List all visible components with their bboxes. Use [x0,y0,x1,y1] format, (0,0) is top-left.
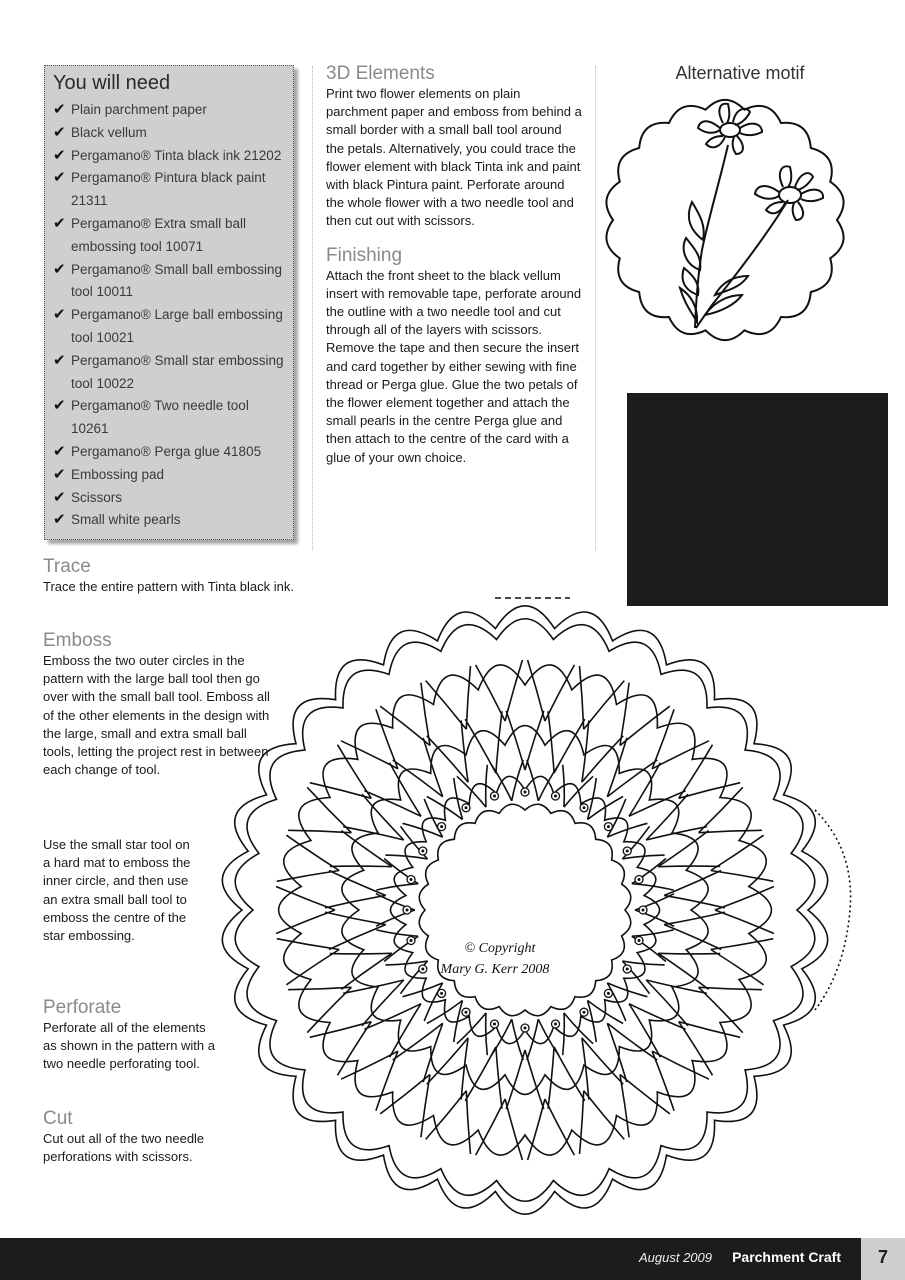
materials-list-item [53,441,285,464]
section-body-finishing: Attach the front sheet to the black vellum insert with removable tape, perforate around the outline with a two needle tool and cut through all of the layers with scissors. Remove the tape and then secure the insert and card together by either sewing with fine thread or Perga glue. Glue the two petals of the flower element together and attach the small pearls in the centre Perga glue and then attach to the centre of the card with a glue of your own choice. [326,267,582,465]
embossing-dot-center [493,795,496,798]
materials-list-item [53,122,285,145]
checkmark-icon: ✔ [53,442,66,460]
checkmark-icon: ✔ [53,511,66,529]
page-number: 7 [877,1247,888,1267]
materials-list-item-label: Pergamano® Extra small ball embossing tool 10071 [71,215,247,254]
embossing-dot-center [638,878,641,881]
embossing-dot-center [421,850,424,853]
checkmark-icon: ✔ [53,214,66,232]
materials-list-item-label: Plain parchment paper [71,102,207,117]
embossing-dot-center [524,791,527,794]
materials-list-item [53,487,285,510]
embossing-dot-center [642,909,645,912]
embossing-dot-center [406,909,409,912]
embossing-dot-center [607,992,610,995]
materials-list-item-label: Pergamano® Perga glue 41805 [71,443,262,459]
alternative-motif-label: Alternative motif [675,63,805,83]
materials-list-item-label: Pergamano® Small star embossing tool 10022 [71,352,284,391]
section-heading-3d-elements: 3D Elements [326,63,435,84]
perforate-section [43,997,218,1074]
checkmark-icon: ✔ [53,146,66,164]
materials-list-item-label: Pergamano® Pintura black paint 21311 [71,170,266,209]
section-heading-finishing: Finishing [326,244,403,266]
materials-list-item [53,464,285,487]
checkmark-icon: ✔ [53,123,66,141]
you-will-need-box [44,65,294,540]
section-body-3d-elements: Print two flower elements on plain parchment paper and emboss from behind a small border with a small ball tool around the petals. Alternatively, you could trace the flower element with black Tinta ink and paint with black Pintura paint. Perforate around the whole flower with a two needle tool and then cut out with scissors. [326,86,582,229]
embossing-dot-center [524,1027,527,1030]
inner-ring-dots [403,788,647,1032]
embossing-dot-center [465,806,468,809]
middle-column [326,63,582,467]
embossing-dot-center [638,939,641,942]
materials-list-item [53,509,285,532]
embossing-dot-center [465,1011,468,1014]
page-footer [0,1238,905,1280]
you-will-need-title: You will need [53,72,171,94]
materials-list-item-label: Black vellum [71,124,147,140]
checkmark-icon: ✔ [53,488,66,506]
embossing-dot-center [410,878,413,881]
embossing-dot-center [410,939,413,942]
materials-list-item [53,145,285,168]
checkmark-icon: ✔ [53,306,66,324]
section-body-cut: Cut out all of the two needle perforations with scissors. [43,1131,205,1165]
embossing-dot-center [421,968,424,971]
black-vellum-panel [627,393,888,606]
materials-list-item [53,259,285,305]
section-heading-trace: Trace [43,556,91,577]
checkmark-icon: ✔ [53,169,66,187]
materials-list-item-label: Embossing pad [71,466,165,482]
pattern-lines [222,598,850,1214]
alternative-motif-flower-image [600,90,850,350]
checkmark-icon: ✔ [53,465,66,483]
materials-list-item [53,304,285,350]
materials-list-item [53,350,285,396]
checkmark-icon: ✔ [53,397,66,415]
embossing-dot-center [626,850,629,853]
section-body-perforate: Perforate all of the elements as shown in the pattern with a two needle perforating tool. [43,1020,215,1072]
materials-list-item-label: Small white pearls [71,512,181,528]
copyright-line-1: © Copyright [464,941,536,956]
page-number-box [861,1238,905,1280]
embossing-dot-center [583,806,586,809]
section-body-trace: Trace the entire pattern with Tinta black ink. [43,579,294,594]
materials-list-item-label: Pergamano® Two needle tool 10261 [71,398,249,437]
section-body-emboss-2: Use the small star tool on a hard mat to emboss the inner circle, and then use an extra small ball tool to emboss the centre of the star embossing. [43,837,191,944]
emboss-section-continued [43,836,193,945]
checkmark-icon: ✔ [53,260,66,278]
embossing-dot-center [554,1023,557,1026]
materials-list-item-label: Pergamano® Tinta black ink 21202 [71,147,282,163]
section-body-emboss: Emboss the two outer circles in the pattern with the large ball tool then go over with the small ball tool. Emboss all of the other elements in the design with the large, small and extra small ball tools, letting the project rest in between each change of tool. [43,653,270,778]
section-heading-perforate: Perforate [43,997,122,1018]
materials-list-item [53,167,285,213]
materials-list-item-label: Scissors [71,489,123,505]
embossing-dot-center [607,825,610,828]
materials-list-item [53,99,285,122]
embossing-dot-center [493,1023,496,1026]
column-divider [595,66,596,550]
section-heading-emboss: Emboss [43,630,112,651]
embossing-dot-center [554,795,557,798]
checkmark-icon: ✔ [53,101,66,118]
footer-date: August 2009 [638,1250,712,1265]
embossing-dot-center [626,968,629,971]
footer-magazine-title: Parchment Craft [732,1249,841,1265]
materials-list-item-label: Pergamano® Small ball embossing tool 10011 [71,261,283,300]
materials-list-item [53,213,285,259]
materials-list-item-label: Pergamano® Large ball embossing tool 10021 [71,307,283,345]
embossing-dot-center [440,825,443,828]
materials-list-item [53,395,285,441]
checkmark-icon: ✔ [53,351,66,369]
section-heading-cut: Cut [43,1108,73,1129]
copyright-line-2: Mary G. Kerr 2008 [440,962,550,977]
embossing-dot-center [583,1011,586,1014]
materials-list [53,99,285,532]
column-divider [312,66,313,550]
embossing-dot-center [440,992,443,995]
parchment-pattern-diagram [195,590,865,1230]
